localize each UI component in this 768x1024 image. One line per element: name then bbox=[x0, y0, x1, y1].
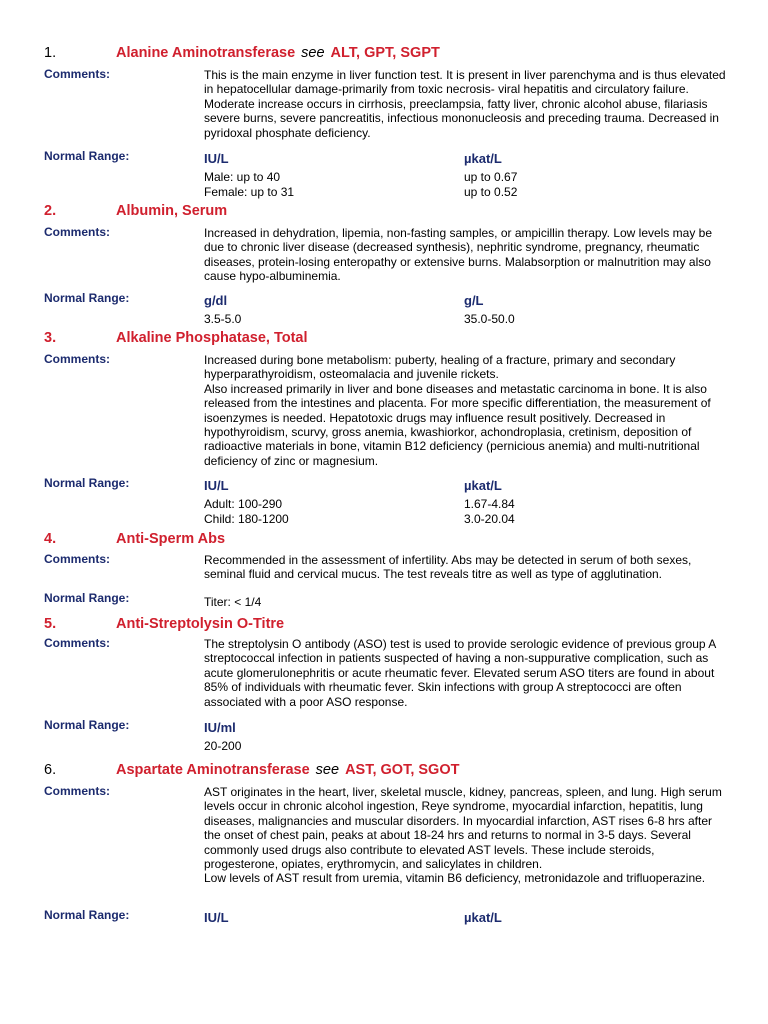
range-value: up to 0.52 bbox=[464, 184, 518, 199]
unit-heading: IU/L bbox=[204, 910, 229, 925]
entry-number: 3. bbox=[44, 330, 57, 346]
entry-title-text: Aspartate Aminotransferase bbox=[116, 762, 310, 778]
unit-heading: IU/L bbox=[204, 151, 229, 166]
entry-number: 6. bbox=[44, 762, 57, 778]
normal-range-label: Normal Range: bbox=[44, 591, 130, 605]
entry-number: 1. bbox=[44, 45, 57, 61]
range-value: Child: 180-1200 bbox=[204, 511, 289, 526]
entry-title: Alkaline Phosphatase, Total bbox=[116, 330, 308, 346]
entry-title: Albumin, Serum bbox=[116, 203, 228, 219]
entry-aliases: ALT, GPT, SGPT bbox=[330, 45, 440, 61]
range-value: 3.5-5.0 bbox=[204, 312, 242, 326]
comments-label: Comments: bbox=[44, 67, 111, 81]
entry-number: 2. bbox=[44, 203, 57, 219]
normal-range-label: Normal Range: bbox=[44, 149, 130, 163]
comments-label: Comments: bbox=[44, 636, 111, 650]
see-reference: see bbox=[315, 762, 340, 778]
entry-title: Anti-Sperm Abs bbox=[116, 531, 226, 547]
unit-heading: IU/ml bbox=[204, 720, 236, 735]
unit-heading: g/dl bbox=[204, 293, 228, 308]
normal-range-label: Normal Range: bbox=[44, 291, 130, 305]
entry-number: 5. bbox=[44, 616, 57, 632]
range-value: Male: up to 40 bbox=[204, 170, 281, 184]
range-value: Adult: 100-290 bbox=[204, 497, 283, 511]
unit-heading: IU/L bbox=[204, 478, 229, 493]
comment-text bbox=[204, 353, 728, 468]
normal-range-label: Normal Range: bbox=[44, 718, 130, 732]
unit-heading: g/L bbox=[464, 293, 484, 308]
comments-label: Comments: bbox=[44, 225, 111, 239]
range-value: 1.67-4.84 bbox=[464, 497, 515, 511]
normal-range-value: Titer: < 1/4 bbox=[204, 595, 262, 609]
comment-paragraph: Low levels of AST result from uremia, vitamin B6 deficiency, metronidazole and trifluoperazine. bbox=[204, 871, 706, 886]
comment-text: The streptolysin O antibody (ASO) test is used to provide serologic evidence of previous group A streptococcal infection in patients suspected of having a non-suppurative complication, such as acute glomerulonephritis or acute rheumatic fever. Elevated serum ASO titers are found in about 85% of individuals with rheumatic fever. Skin infections with group A streptococci are often associated with a poor ASO response. bbox=[204, 637, 716, 709]
range-value: Female: up to 31 bbox=[204, 184, 295, 199]
comment-paragraph: AST originates in the heart, liver, skeletal muscle, kidney, pancreas, spleen, and lung. High serum levels occur in chronic alcohol ingestion, Reye syndrome, myocardial infarction, hepatitis, lung diseases, malignancies and muscular disorders. In myocardial infarction, AST rises 6-8 hrs after the onset of chest pain, peaks at about 18-24 hrs and returns to normal in 3-5 days. Several commonly used drugs also contribute to elevated AST levels. These include steroids, progesterone, opiates, erythromycin, and salicylates in children. bbox=[204, 785, 722, 872]
comments-label: Comments: bbox=[44, 552, 111, 566]
range-value: 35.0-50.0 bbox=[464, 312, 515, 326]
comment-paragraph: Also increased primarily in liver and bone diseases and metastatic carcinoma in bone. It is also released from the intestines and placenta. For more specific differentiation, the measurement of isoenzymes is needed. Hepatotoxic drugs may influence result positively. Decreased in hypothyroidism, scurvy, gross anemia, kwashiorkor, achondroplasia, cretinism, deposition of radioactive materials in bone, vitamin B12 deficiency (pernicious anemia) and multi-nutritional deficiency of zinc or magnesium. bbox=[204, 381, 711, 468]
entry-title bbox=[116, 43, 440, 63]
range-value: up to 0.67 bbox=[464, 170, 518, 184]
comment-paragraph: Increased during bone metabolism: puberty, healing of a fracture, primary and secondary hyperparathyroidism, osteomalacia and juvenile rickets. bbox=[204, 353, 676, 382]
comment-text: Recommended in the assessment of infertility. Abs may be detected in serum of both sexes, seminal fluid and cervical mucus. The test reveals titre as well as type of agglutination. bbox=[204, 553, 692, 582]
entry-title-text: Alanine Aminotransferase bbox=[116, 45, 296, 61]
comment-text bbox=[204, 785, 728, 886]
entry-title: Anti-Streptolysin O-Titre bbox=[116, 616, 285, 632]
normal-range-label: Normal Range: bbox=[44, 908, 130, 922]
comments-label: Comments: bbox=[44, 784, 111, 798]
entry-title bbox=[116, 760, 459, 780]
see-reference: see bbox=[301, 45, 325, 61]
unit-heading: µkat/L bbox=[464, 910, 502, 925]
entry-number: 4. bbox=[44, 531, 57, 547]
unit-heading: µkat/L bbox=[464, 151, 502, 166]
normal-range-label: Normal Range: bbox=[44, 476, 130, 490]
comments-label: Comments: bbox=[44, 352, 111, 366]
comment-text: This is the main enzyme in liver function test. It is present in liver parenchyma and is thus elevated in hepatocellular damage-primarily from toxic necrosis- viral hepatitis and circulatory failure. Moderate increase occurs in cirrhosis, preeclampsia, fatty liver, chronic alcohol abuse, filariasis severe burns, severe pancreatitis, infectious mononucleosis and preceding trauma. Decreased in pyridoxal phosphate deficiency. bbox=[204, 68, 726, 140]
range-value: 3.0-20.04 bbox=[464, 511, 515, 526]
entry-aliases: AST, GOT, SGOT bbox=[345, 762, 460, 778]
comment-text: Increased in dehydration, lipemia, non-fasting samples, or ampicillin therapy. Low levels may be due to chronic liver disease (decreased synthesis), nephritic syndrome, pregnancy, rheumatic diseases, protein-losing enteropathy or extensive burns. Malabsorption or malnutrition may also cause hypo-albuminemia. bbox=[204, 226, 713, 284]
range-value: 20-200 bbox=[204, 739, 242, 753]
unit-heading: µkat/L bbox=[464, 478, 502, 493]
